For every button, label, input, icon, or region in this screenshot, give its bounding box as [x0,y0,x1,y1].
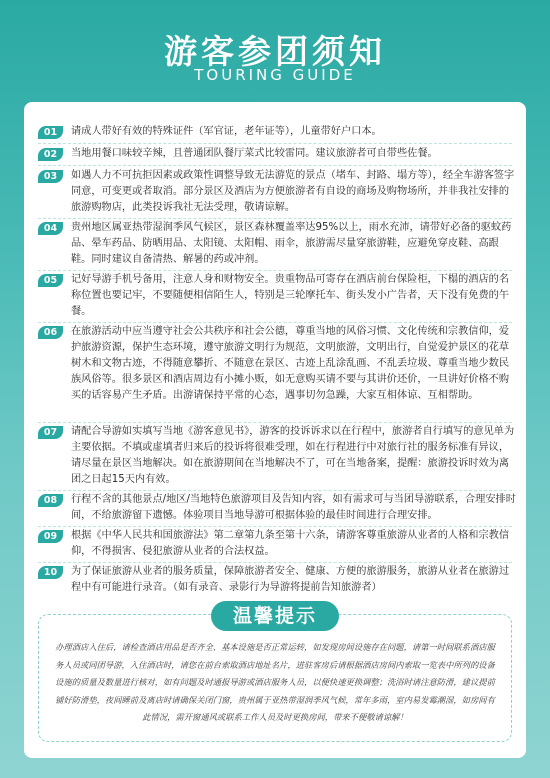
notice-item-06 [38,324,518,404]
notice-item-04 [38,220,518,268]
notice-item-08 [38,492,518,524]
item-number-badge: 08 [38,494,63,507]
item-number-badge: 06 [38,326,63,339]
item-text: 请配合导游如实填写当地《游客意见书》，游客的投诉诉求以在行程中，旅游者自行填写的意见单为主要依据。不填或虚填者归来后的投诉将很难受理，如在行程进行中对旅行社的服务标准有异议，请尽量在景区当地解决。如在旅游期间在当地解决不了，可在当地备案，提醒：旅游投诉时效为离团之日起15天内有效。 [71,426,515,485]
divider [38,322,512,323]
item-text: 为了保证旅游从业者的服务质量，保障旅游者安全、健康、方便的旅游服务，旅游从业者在旅游过程中有可能进行录音。（如有录音、录影行为导游将提前告知旅游者） [71,566,510,593]
divider [38,526,512,527]
item-number-badge: 05 [38,274,63,287]
notice-item-01 [38,124,518,140]
divider [38,270,512,271]
divider [38,143,512,144]
page-subtitle: TOURING GUIDE [194,66,356,84]
item-text: 当地用餐口味较辛辣，且普通团队餐厅菜式比较雷同。建议旅游者可自带些佐餐。 [71,148,438,159]
divider [38,490,512,491]
item-number-badge: 04 [38,222,63,235]
item-text: 如遇人力不可抗拒因素或政策性调整导致无法游览的景点（堵车、封路、塌方等），经全车游客签字同意，可变更或者取消。部分景区及酒店为方便旅游者有自设的商场及购物场所，并非我社安排的旅游购物店，此类投诉我社无法受理，敬请谅解。 [71,170,515,213]
header [0,0,550,100]
item-number-badge: 09 [38,530,63,543]
divider [38,165,512,166]
item-number-badge: 03 [38,170,63,183]
divider [38,218,512,219]
item-text: 记好导游手机号备用，注意人身和财物安全。贵重物品可寄存在酒店前台保险柜，下榻的酒店的名称位置也要记牢，不要随便相信陌生人，特别是三轮摩托车、街头发小广告者，天下没有免费的午餐。 [71,274,510,317]
item-number-badge: 10 [38,566,63,579]
notice-item-02 [38,146,518,162]
item-text: 贵州地区属亚热带湿润季风气候区，景区森林覆盖率达95%以上，雨水充沛，请带好必备的驱蚊药品、晕车药品、防晒用品、太阳镜、太阳帽、雨伞，旅游需尽量穿旅游鞋，应避免穿皮鞋、高跟鞋。同时建议自备清热、解暑的药或冲剂。 [71,222,512,265]
divider [38,422,512,423]
notice-item-10 [38,564,518,596]
item-number-badge: 07 [38,426,63,439]
tips-box [38,614,512,742]
item-number-badge: 02 [38,148,63,161]
item-text: 在旅游活动中应当遵守社会公共秩序和社会公德，尊重当地的风俗习惯、文化传统和宗教信仰，爱护旅游资源，保护生态环境，遵守旅游文明行为规范，文明旅游，文明出行，自觉爱护景区的花草树木和文物古迹，不得随意攀折、不随意在景区、古迹上乱涂乱画、不乱丢垃圾、尊重当地少数民族风俗等。很多景区和酒店周边有小摊小贩，如无意购买请不要与其讲价还价，一旦讲好价格不购买的话容易产生矛盾。出游请保持平常的心态，遇事切勿急躁，大家互相体谅、互相帮助。 [71,326,510,401]
item-text: 请成人带好有效的特殊证件（军官证，老年证等），儿童带好户口本。 [71,126,382,137]
divider [38,562,512,563]
notice-item-07 [38,424,518,488]
notice-card [24,102,526,758]
tips-text: 办理酒店入住后，请检查酒店用品是否齐全、基本设施是否正常运转，如发现房间设施存在问题，请第一时间联系酒店服务人员或同团导游，入住酒店时，请您在前台索取酒店地址名片，进驻客房后请根据酒店房间内索取一览表中所列的设备设施的质量及数量进行核对，如有问题及时通报导游或酒店服务人员，以便快速更换调整；洗浴时请注意防滑，建议提前铺好防滑垫，夜间睡前及离店时请确保关闭门窗，贵州属于亚热带湿润季风气候，常年多雨，室内易发霉潮湿，如房间有此情况，需开窗通风或联系工作人员及时更换房间，带来不便敬请谅解！ [55,642,495,722]
item-text: 行程不含的其他景点/地区/当地特色旅游项目及告知内容，如有需求可与当团导游联系，合理安排时间，不给旅游留下遗憾。体验项目当地导游可根据体验的最佳时间进行合理安排。 [71,494,516,521]
item-number-badge: 01 [38,126,63,139]
page-title: 游客参团须知 [164,32,386,71]
tips-title: 温馨提示 [211,601,339,631]
notice-item-05 [38,272,518,320]
notice-item-09 [38,528,518,560]
item-text: 根据《中华人民共和国旅游法》第二章第九条至第十六条，请游客尊重旅游从业者的人格和宗教信仰，不得损害、侵犯旅游从业者的合法权益。 [71,530,510,557]
notice-item-03 [38,168,518,216]
